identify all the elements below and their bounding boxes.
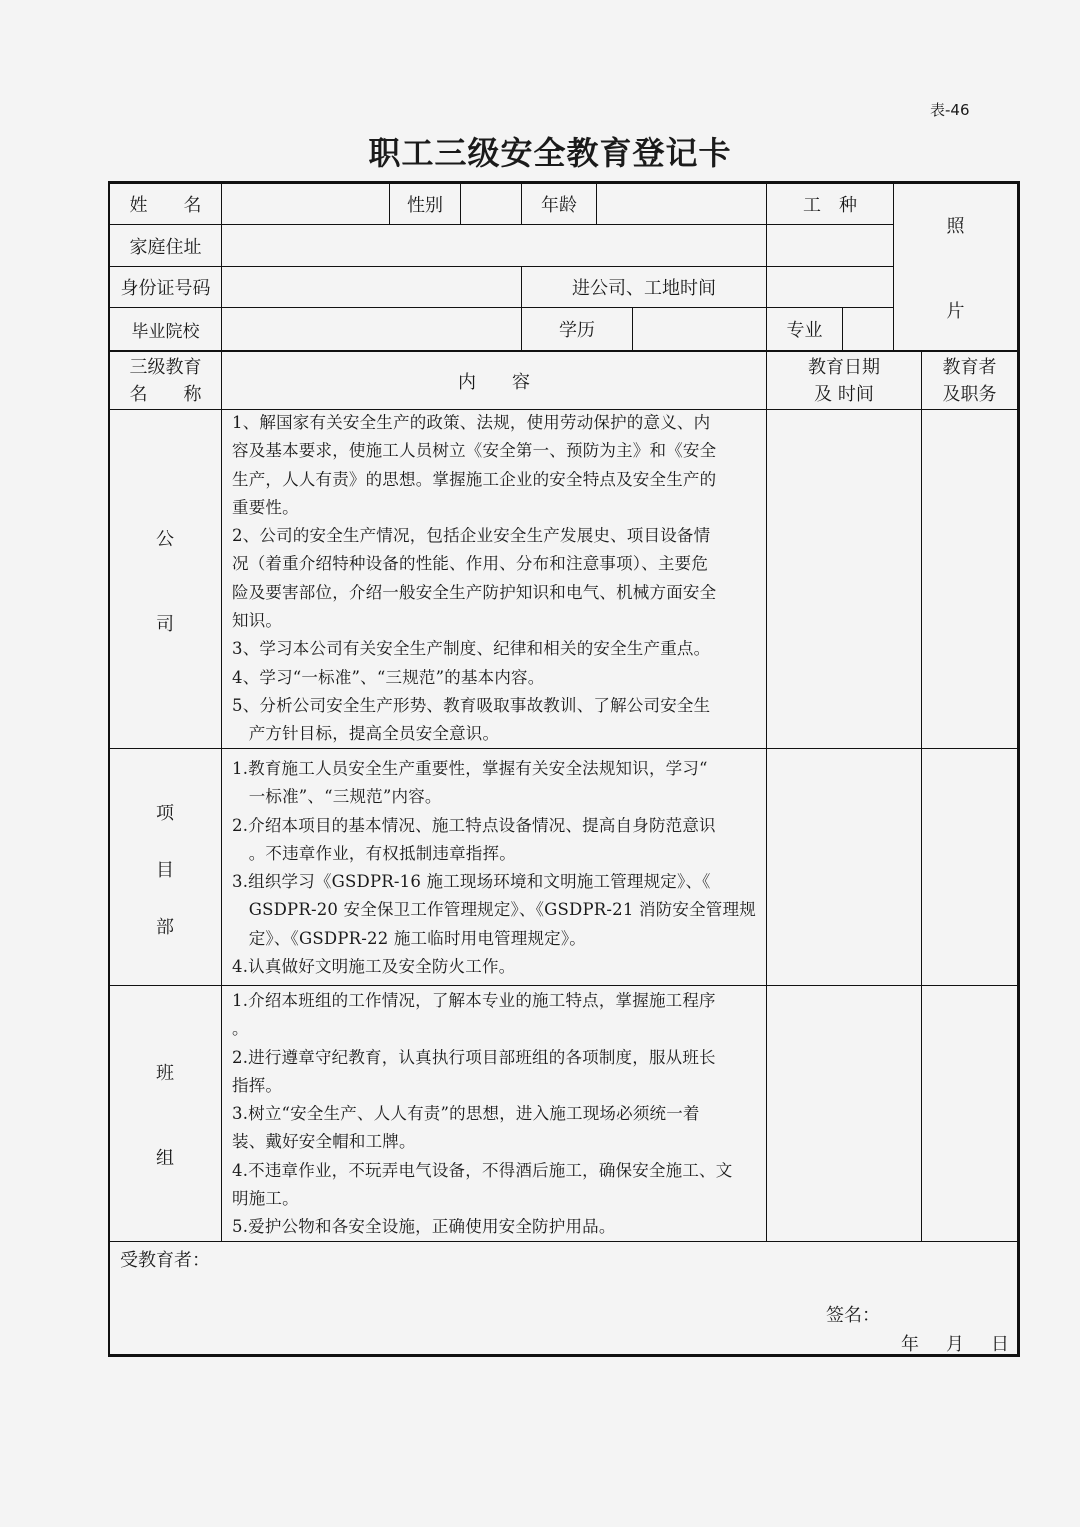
section-label-char: 部 bbox=[156, 917, 174, 938]
section-label-char: 目 bbox=[156, 860, 174, 881]
content-line: 指挥。 bbox=[232, 1075, 283, 1095]
section-label-company bbox=[110, 410, 220, 748]
section-content-company bbox=[232, 409, 760, 749]
label-address: 家庭住址 bbox=[129, 236, 202, 258]
col-header-educator bbox=[922, 352, 1017, 409]
col-header-educator-line1: 教育者 bbox=[942, 356, 997, 378]
col-header-date-line2: 及 时间 bbox=[814, 383, 874, 405]
section-label-char: 班 bbox=[156, 1063, 174, 1084]
content-line: 装、戴好安全帽和工牌。 bbox=[232, 1132, 416, 1152]
signature-field[interactable] bbox=[872, 1298, 1012, 1326]
content-line: 产方针目标，提高全员安全意识。 bbox=[232, 724, 500, 744]
signature-label: 签名： bbox=[826, 1305, 880, 1326]
table-border-right bbox=[1017, 181, 1020, 1357]
field-major[interactable] bbox=[843, 308, 893, 350]
section-content-team bbox=[232, 987, 760, 1242]
col-header-date-line1: 教育日期 bbox=[808, 356, 880, 378]
educator-field-company[interactable] bbox=[922, 410, 1017, 748]
educator-field-project[interactable] bbox=[922, 749, 1017, 985]
content-line: 4、学习“一标准”、“三规范”的基本内容。 bbox=[232, 667, 545, 687]
content-line: 5、分析公司安全生产形势、教育吸取事故教训、了解公司安全生 bbox=[232, 695, 711, 715]
col-header-date bbox=[767, 352, 921, 409]
date-month-label: 月 bbox=[946, 1334, 964, 1355]
content-line: 一标准”、“三规范”内容。 bbox=[232, 787, 442, 807]
content-line: 1、解国家有关安全生产的政策、法规，使用劳动保护的意义、内 bbox=[232, 413, 711, 432]
col-header-level-line1: 三级教育 bbox=[129, 356, 202, 378]
field-name[interactable] bbox=[222, 183, 389, 224]
content-line: 况（着重介绍特种设备的性能、作用、分布和注意事项）、主要危 bbox=[232, 554, 709, 574]
content-line: 1.介绍本班组的工作情况，了解本专业的施工特点，掌握施工程序 bbox=[232, 991, 716, 1010]
section-content-project bbox=[232, 755, 760, 981]
field-education[interactable] bbox=[633, 308, 766, 350]
content-line: 3、学习本公司有关安全生产制度、纪律和相关的安全生产重点。 bbox=[232, 639, 711, 659]
label-education: 学历 bbox=[559, 320, 595, 341]
col-header-educator-line2: 及职务 bbox=[942, 383, 997, 405]
section-label-char: 公 bbox=[156, 529, 174, 550]
field-job-type[interactable] bbox=[767, 225, 893, 266]
label-join-time: 进公司、工地时间 bbox=[572, 278, 716, 299]
label-job-type: 工 种 bbox=[803, 194, 857, 216]
content-line: 容及基本要求，使施工人员树立《安全第一、预防为主》和《安全 bbox=[232, 441, 717, 461]
content-line: 重要性。 bbox=[232, 497, 299, 517]
content-line: 3.树立“安全生产、人人有责”的思想，进入施工现场必须统一着 bbox=[232, 1104, 700, 1124]
content-line: 4.不违章作业，不玩弄电气设备，不得酒后施工，确保安全施工、文 bbox=[232, 1160, 733, 1180]
photo-label-bottom: 片 bbox=[946, 301, 965, 322]
content-line: 知识。 bbox=[232, 611, 283, 631]
field-address[interactable] bbox=[222, 225, 766, 266]
content-line: 1.教育施工人员安全生产重要性，掌握有关安全法规知识，学习“ bbox=[232, 759, 708, 778]
label-gender: 性别 bbox=[407, 194, 443, 216]
content-line: 2、公司的安全生产情况，包括企业安全生产发展史、项目设备情 bbox=[232, 526, 711, 546]
field-join-time[interactable] bbox=[767, 267, 893, 307]
field-age[interactable] bbox=[597, 183, 766, 224]
section-label-char: 项 bbox=[156, 803, 174, 824]
label-id-number: 身份证号码 bbox=[120, 278, 211, 299]
date-field-company[interactable] bbox=[767, 410, 921, 748]
section-label-project bbox=[110, 749, 220, 985]
content-line: 定》、《GSDPR-22 施工临时用电管理规定》。 bbox=[232, 928, 587, 948]
field-gender[interactable] bbox=[461, 183, 521, 224]
content-line: 2.介绍本项目的基本情况、施工特点设备情况、提高自身防范意识 bbox=[232, 815, 716, 835]
form-number: 表-46 bbox=[930, 101, 970, 119]
content-line: 险及要害部位，介绍一般安全生产防护知识和电气、机械方面安全 bbox=[232, 582, 717, 602]
field-id-number[interactable] bbox=[222, 267, 521, 307]
section-label-team bbox=[110, 986, 220, 1241]
field-school[interactable] bbox=[222, 308, 521, 350]
content-line: 。不违章作业，有权抵制违章指挥。 bbox=[232, 843, 516, 863]
label-major: 专业 bbox=[786, 320, 823, 341]
content-line: 。 bbox=[232, 1019, 249, 1039]
photo-label-top: 照 bbox=[946, 216, 965, 237]
section-label-char: 司 bbox=[156, 614, 174, 635]
content-line: 5.爱护公物和各安全设施，正确使用安全防护用品。 bbox=[232, 1217, 616, 1237]
content-line: 明施工。 bbox=[232, 1189, 299, 1209]
table-border-bottom bbox=[108, 1354, 1020, 1357]
label-school: 毕业院校 bbox=[131, 321, 200, 342]
date-day-label: 日 bbox=[991, 1334, 1009, 1355]
educator-field-team[interactable] bbox=[922, 986, 1017, 1241]
section-label-char: 组 bbox=[156, 1148, 174, 1169]
col-header-level-line2: 名 称 bbox=[129, 383, 202, 405]
content-line: GSDPR-20 安全保卫工作管理规定》、《GSDPR-21 消防安全管理规 bbox=[232, 900, 756, 920]
content-line: 生产，人人有责》的思想。掌握施工企业的安全特点及安全生产的 bbox=[232, 469, 717, 489]
content-line: 2.进行遵章守纪教育，认真执行项目部班组的各项制度，服从班长 bbox=[232, 1047, 716, 1067]
page-title: 职工三级安全教育登记卡 bbox=[368, 134, 732, 172]
content-line: 4.认真做好文明施工及安全防火工作。 bbox=[232, 957, 516, 977]
col-header-content: 内 容 bbox=[458, 371, 530, 393]
trainee-label: 受教育者： bbox=[120, 1250, 210, 1271]
date-field-project[interactable] bbox=[767, 749, 921, 985]
date-field-team[interactable] bbox=[767, 986, 921, 1241]
date-year-label: 年 bbox=[901, 1334, 919, 1355]
col-header-level bbox=[110, 352, 221, 409]
label-age: 年龄 bbox=[541, 194, 577, 216]
label-name: 姓 名 bbox=[129, 194, 202, 216]
content-line: 3.组织学习《GSDPR-16 施工现场环境和文明施工管理规定》、《 bbox=[232, 872, 711, 892]
